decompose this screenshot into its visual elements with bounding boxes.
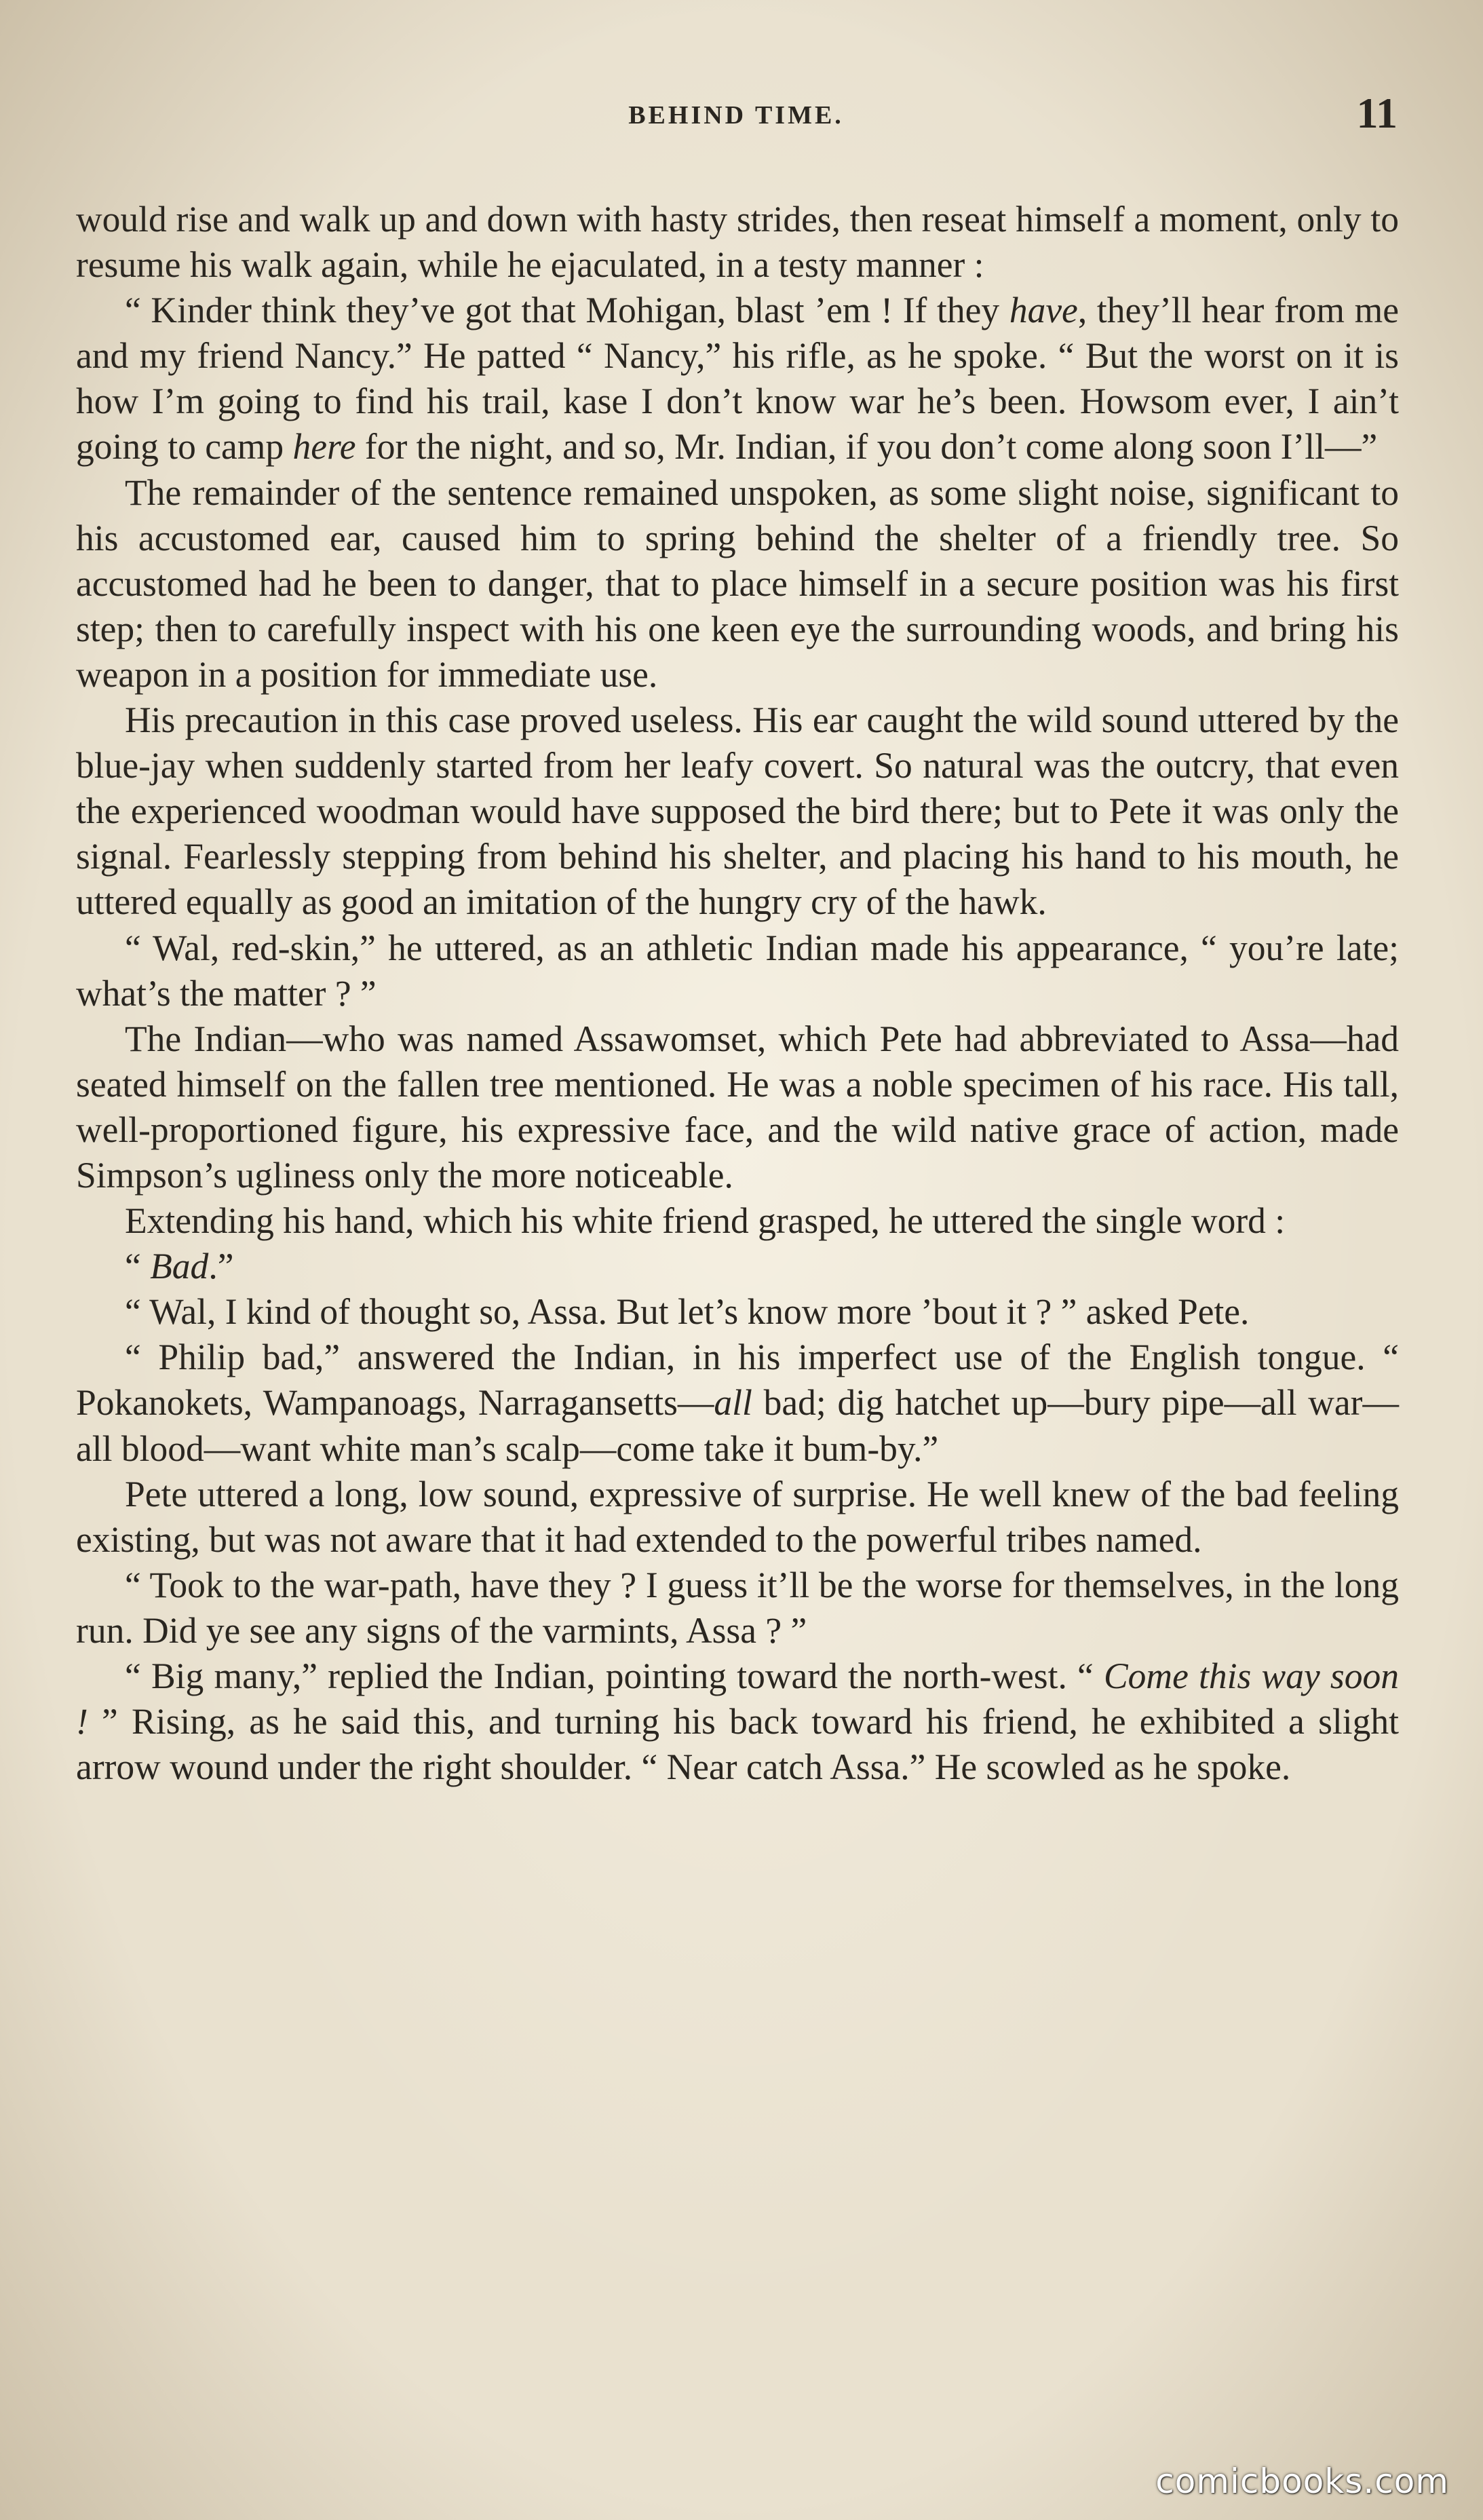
paragraph	[76, 470, 1399, 698]
paragraph	[76, 1244, 1399, 1289]
text-run: “ Philip bad,” answered the Indian, in his imperfect use of the English tongue. “ Pokanokets, Wampanoags, Narragansetts—	[76, 1337, 1399, 1424]
text-run: The remainder of the sentence remained unspoken, as some slight noise, significant to his accustomed ear, caused him to spring behind the shelter of a friendly tree. So accustomed had he been to danger, that to place himself in a secure position was his first step; then to carefully inspect with his one keen eye the surrounding woods, and bring his weapon in a position for immediate use.	[76, 472, 1399, 695]
paragraph	[76, 1016, 1399, 1198]
text-run: .”	[208, 1246, 234, 1287]
paragraph	[76, 698, 1399, 925]
paragraph	[76, 288, 1399, 470]
text-run: “ Kinder think they’ve got that Mohigan, blast ’em ! If they	[125, 290, 1009, 331]
running-head: BEHIND TIME.	[628, 101, 844, 130]
text-run: would rise and walk up and down with hasty strides, then reseat himself a moment, only to resume his walk again, while he ejaculated, in a testy manner :	[76, 199, 1399, 286]
paragraph	[76, 1654, 1399, 1790]
text-run: His precaution in this case proved useless. His ear caught the wild sound uttered by the blue-jay when suddenly started from her leafy covert. So natural was the outcry, that even the experienced woodman would have supposed the bird there; but to Pete it was only the signal. Fearlessly stepping from behind his shelter, and placing his hand to his mouth, he uttered equally as good an imitation of the hungry cry of the hawk.	[76, 700, 1399, 923]
text-run: Pete uttered a long, low sound, expressive of surprise. He well knew of the bad feeling existing, but was not aware that it had extended to the powerful tribes named.	[76, 1473, 1399, 1560]
paragraph	[76, 1335, 1399, 1471]
paragraph	[76, 1289, 1399, 1335]
paragraph	[76, 925, 1399, 1016]
text-run: “	[125, 1246, 151, 1287]
paragraph	[76, 197, 1399, 288]
italic-run: all	[714, 1382, 752, 1424]
text-run: “ Big many,” replied the Indian, pointing toward the north-west. “	[125, 1656, 1104, 1696]
paragraph	[76, 1472, 1399, 1563]
italic-run: Bad	[150, 1246, 209, 1287]
text-run: for the night, and so, Mr. Indian, if you don’t come along soon I’ll—”	[355, 426, 1378, 467]
text-run: , they’ll hear from me and my friend Nancy.” He patted “ Nancy,” his rifle, as he spoke. “ But the worst on it is how I’m going to find his trail, kase I don’t know war he’s been. Howsom ever, I ain’t going to camp	[76, 290, 1399, 467]
page-header	[75, 88, 1398, 142]
page-number: 11	[1356, 89, 1398, 137]
text-run: “ Took to the war-path, have they ? I guess it’ll be the worse for themselves, in the long run. Did ye see any signs of the varmints, Assa ? ”	[76, 1564, 1399, 1651]
paragraph	[76, 1198, 1399, 1244]
body-text	[76, 197, 1399, 1790]
text-run: “ Wal, red-skin,” he uttered, as an athletic Indian made his appearance, “ you’re late; what’s the matter ? ”	[76, 927, 1399, 1014]
paragraph	[76, 1563, 1399, 1654]
italic-run: Come this way soon !	[76, 1656, 1399, 1742]
text-run: Extending his hand, which his white friend grasped, he uttered the single word :	[125, 1200, 1286, 1242]
italic-run: have	[1009, 290, 1078, 331]
italic-run: here	[292, 426, 356, 467]
text-run: ” Rising, as he said this, and turning his back toward his friend, he exhibited a slight arrow wound under the right shoulder. “ Near catch Assa.” He scowled as he spoke.	[76, 1701, 1399, 1788]
watermark: comicbooks.com	[1155, 2462, 1449, 2501]
text-run: “ Wal, I kind of thought so, Assa. But let’s know more ’bout it ? ” asked Pete.	[125, 1291, 1250, 1333]
text-run: The Indian—who was named Assawomset, which Pete had abbreviated to Assa—had seated himself on the fallen tree mentioned. He was a noble specimen of his race. His tall, well-proportioned figure, his expressive face, and the wild native grace of action, made Simpson’s ugliness only the more noticeable.	[76, 1018, 1399, 1196]
text-run: bad; dig hatchet up—bury pipe—all war—all blood—want white man’s scalp—come take it bum-by.”	[76, 1382, 1399, 1469]
